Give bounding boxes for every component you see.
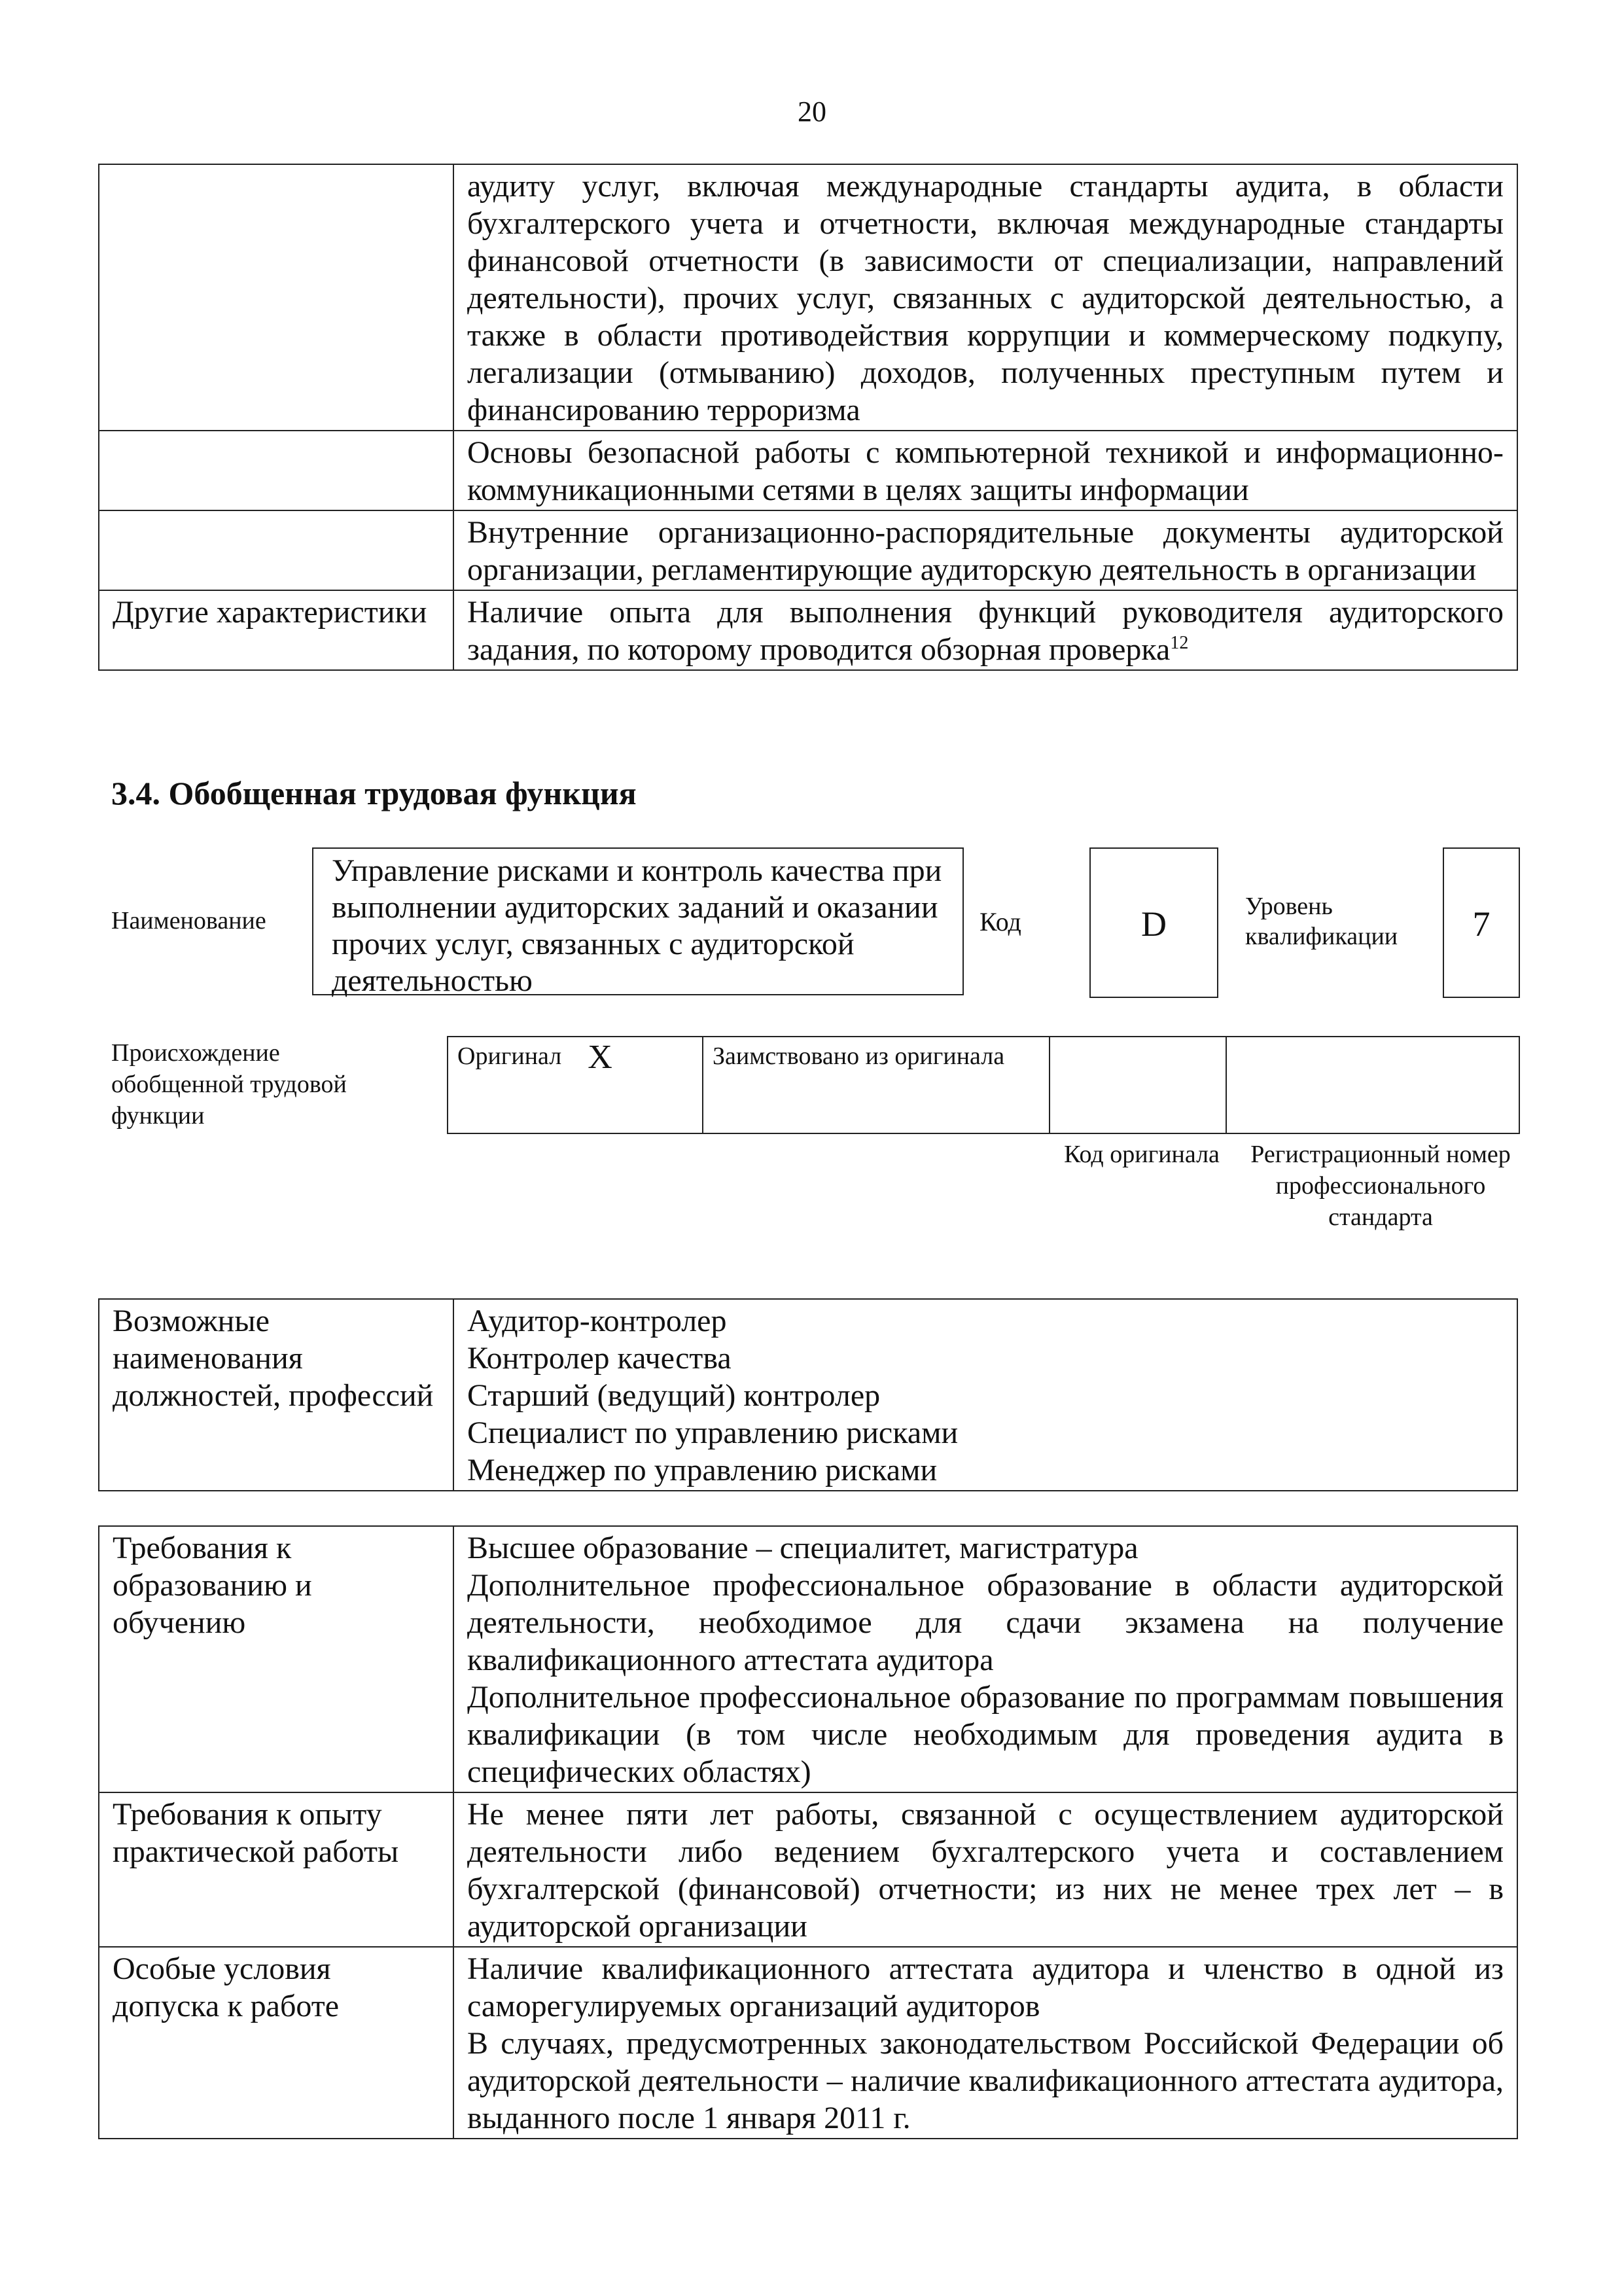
list-item: Наличие квалификационного аттестата аудитора и членство в одной из саморегулируемых организаций аудиторов [467, 1951, 1504, 2023]
original-cell [448, 1037, 703, 1133]
table-row [99, 1947, 1517, 2139]
list-item: Менеджер по управлению рисками [467, 1453, 938, 1487]
table-row [99, 1526, 1517, 1792]
table-cell-text: Основы безопасной работы с компьютерной техникой и информационно-коммуникационными сетями в целях защиты информации [453, 431, 1517, 510]
table-cell-label [99, 431, 453, 510]
table-row [99, 510, 1517, 590]
positions-label: Возможные наименования должностей, профессий [99, 1299, 453, 1491]
list-item: Специалист по управлению рисками [467, 1415, 959, 1450]
requirements-label: Требования к опыту практической работы [99, 1792, 453, 1947]
borrowed-label: Заимствовано из оригинала [703, 1037, 1050, 1133]
origin-reg-number-cell [1226, 1037, 1519, 1133]
footnote-marker: 12 [1170, 633, 1189, 653]
page-number: 20 [798, 96, 826, 128]
list-item: Контролер качества [467, 1341, 732, 1376]
table-cell-label [99, 164, 453, 431]
section-title: 3.4. Обобщенная трудовая функция [111, 775, 637, 811]
positions-list [453, 1299, 1517, 1491]
table-cell-text: аудиту услуг, включая международные стандарты аудита, в области бухгалтерского учета и отчетности, включая международные стандарты финансовой отчетности (в зависимости от специализации, направлений деятельности), прочих услуг, связанных с аудиторской деятельностью, а также в области противодействия коррупции и коммерческому подкупу, легализации (отмыванию) доходов, полученных преступным путем и финансированию терроризма [453, 164, 1517, 431]
code-label: Код [980, 907, 1021, 936]
table-row [99, 164, 1517, 431]
qualification-level-box: 7 [1443, 847, 1520, 998]
list-item: Аудитор-контролер [467, 1304, 727, 1338]
origin-code-caption: Код оригинала [1064, 1141, 1220, 1168]
list-item: В случаях, предусмотренных законодательством Российской Федерации об аудиторской деятельности – наличие квалификационного аттестата аудитора, выданного после 1 января 2011 г. [467, 2026, 1504, 2135]
original-label: Оригинал [457, 1042, 562, 1070]
function-code-box: D [1089, 847, 1218, 998]
positions-table [98, 1298, 1518, 1491]
requirements-table [98, 1525, 1518, 2139]
requirements-text [453, 1526, 1517, 1792]
list-item: Высшее образование – специалитет, магистратура [467, 1531, 1139, 1565]
table-row [99, 1299, 1517, 1491]
table-cell-text: Внутренние организационно-распорядительные документы аудиторской организации, регламентирующие аудиторскую деятельность в организации [453, 510, 1517, 590]
other-characteristics-text: Наличие опыта для выполнения функций руководителя аудиторского задания, по которому проводится обзорная проверка [467, 595, 1504, 667]
requirements-label: Особые условия допуска к работе [99, 1947, 453, 2139]
table-cell-text [453, 590, 1517, 670]
original-mark: X [588, 1039, 612, 1076]
knowledge-table [98, 164, 1518, 671]
table-cell-label: Другие характеристики [99, 590, 453, 670]
origin-code-cell [1050, 1037, 1226, 1133]
requirements-label: Требования к образованию и обучению [99, 1526, 453, 1792]
name-label: Наименование [111, 907, 266, 934]
table-cell-label [99, 510, 453, 590]
table-row [99, 1792, 1517, 1947]
table-row [448, 1037, 1519, 1133]
origin-table [447, 1036, 1520, 1134]
qualification-level-label: Уровень квалификации [1245, 893, 1398, 950]
list-item: Дополнительное профессиональное образование в области аудиторской деятельности, необходимое для сдачи экзамена на получение квалификационного аттестата аудитора [467, 1568, 1504, 1677]
origin-label: Происхождение обобщенной трудовой функции [111, 1039, 347, 1130]
function-name-box: Управление рисками и контроль качества при выполнении аудиторских заданий и оказании прочих услуг, связанных с аудиторской деятельностью [312, 847, 964, 995]
list-item: Старший (ведущий) контролер [467, 1378, 881, 1413]
table-row [99, 590, 1517, 670]
list-item: Не менее пяти лет работы, связанной с осуществлением аудиторской деятельности либо ведением бухгалтерского учета и составлением бухгалтерской (финансовой) отчетности; из них не менее трех лет – в аудиторской организации [467, 1797, 1504, 1944]
reg-number-caption: Регистрационный номер профессионального стандарта [1250, 1141, 1511, 1231]
requirements-text [453, 1947, 1517, 2139]
requirements-text [453, 1792, 1517, 1947]
table-row [99, 431, 1517, 510]
list-item: Дополнительное профессиональное образование по программам повышения квалификации (в том числе необходимым для проведения аудита в специфических областях) [467, 1680, 1504, 1789]
